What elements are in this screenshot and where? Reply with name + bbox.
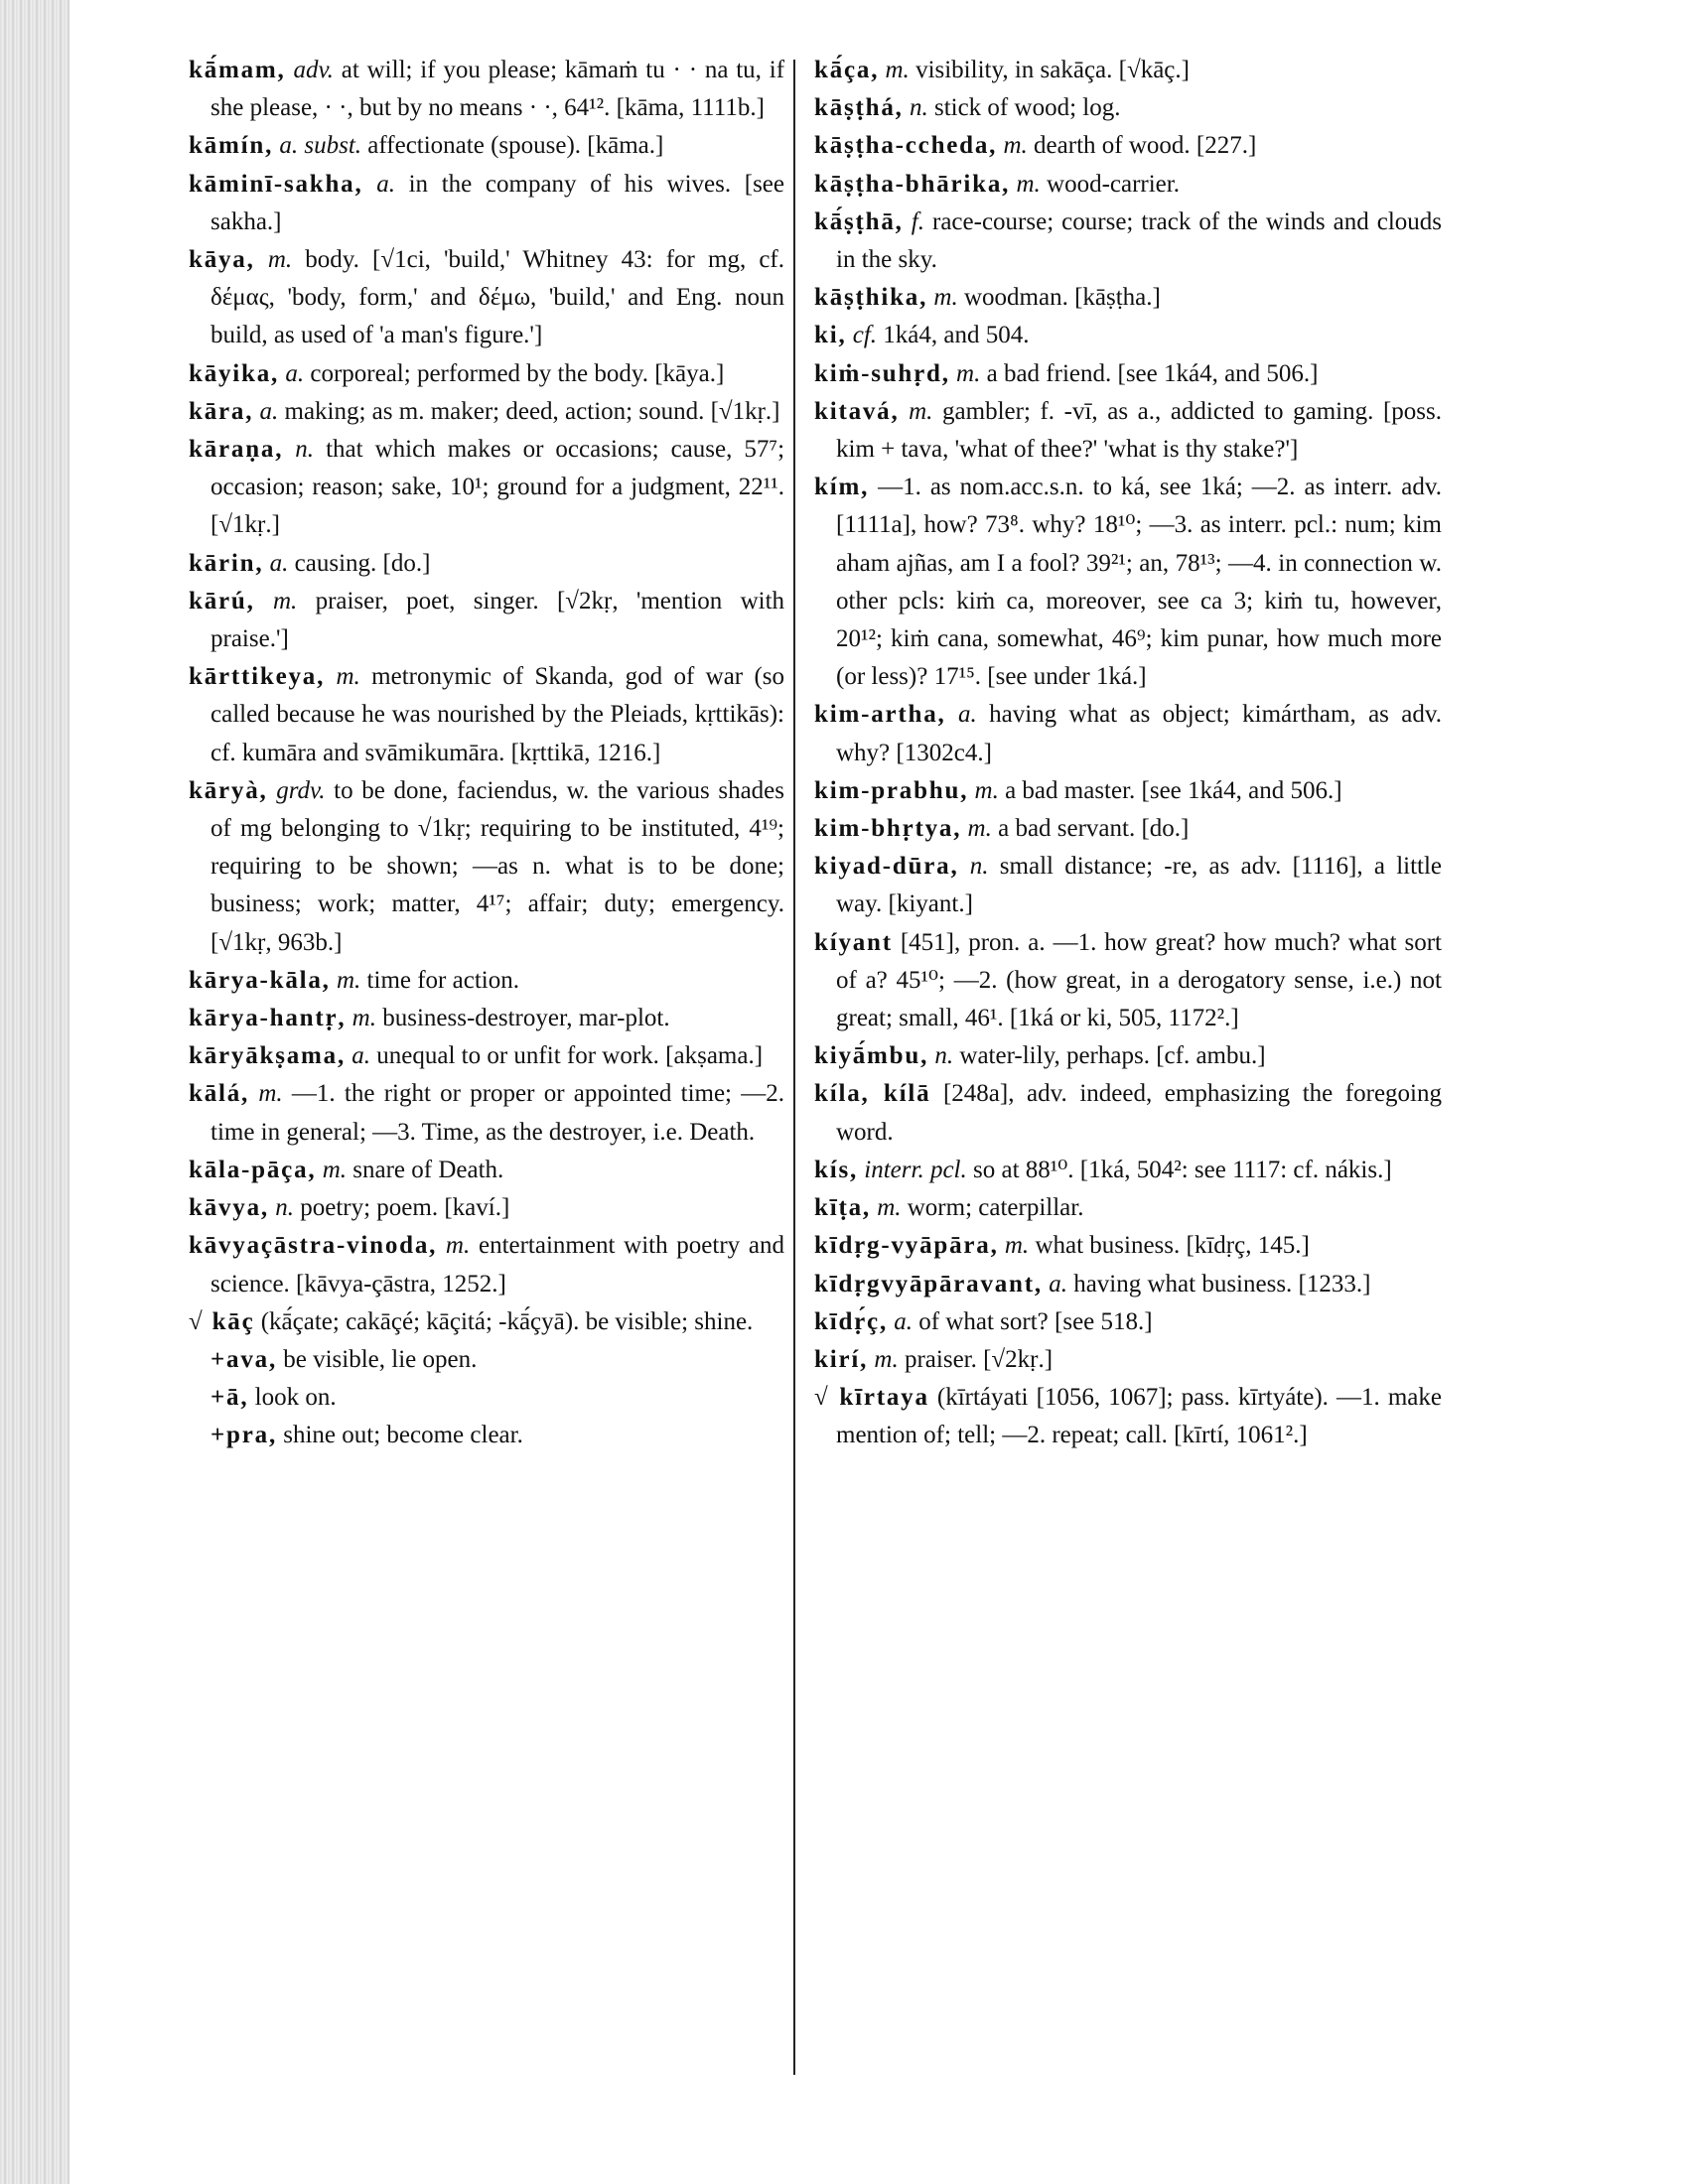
entry-definition: look on.: [254, 1384, 337, 1412]
entry-headword: kā́ṣṭhā,: [814, 207, 904, 235]
dictionary-entry: [814, 393, 1442, 469]
entry-definition: snare of Death.: [352, 1156, 504, 1183]
entry-grammar: n.: [909, 94, 928, 122]
entry-headword: kārttikeya,: [189, 663, 326, 691]
entry-headword: kīdṛgvyāpāravant,: [814, 1270, 1043, 1297]
entry-grammar: a. subst.: [279, 132, 362, 160]
dictionary-entry: [814, 924, 1442, 1038]
dictionary-entry: [814, 1037, 1442, 1075]
entry-headword: kiyad-dūra,: [814, 853, 959, 881]
entry-headword: kā́mam,: [189, 57, 286, 83]
entry-grammar: a.: [957, 701, 977, 729]
scan-edge-shading: [0, 0, 70, 2184]
dictionary-entry: [814, 1303, 1442, 1341]
dictionary-entry: [189, 1000, 784, 1037]
entry-headword: kālá,: [189, 1080, 250, 1108]
entry-grammar: m.: [1016, 170, 1041, 198]
dictionary-entry: [814, 848, 1442, 923]
entry-headword: kāṣṭha-ccheda,: [814, 132, 998, 160]
entry-grammar: a.: [1049, 1270, 1067, 1297]
entry-definition: small distance; -re, as adv. [1116], a little way. [kiyant.]: [836, 853, 1443, 918]
entry-definition: what business. [kīdṛç, 145.]: [1035, 1232, 1310, 1260]
entry-grammar: m.: [445, 1232, 471, 1260]
entry-headword: kārin,: [189, 549, 264, 577]
entry-definition: [248a], adv. indeed, emphasizing the foregoing word.: [836, 1080, 1443, 1146]
entry-definition: 1ká4, and 504.: [883, 322, 1030, 349]
dictionary-entry: [189, 1379, 784, 1417]
dictionary-entry: [814, 1227, 1442, 1265]
entry-definition: shine out; become clear.: [283, 1422, 523, 1449]
entry-definition: having what as object; kimártham, as adv. why? [1302c4.]: [836, 701, 1443, 766]
entry-definition: (kīrtáyati [1056, 1067]; pass. kīrtyáte). —1. make mention of; tell; —2. repeat; call. [kīrtí, 1061².]: [836, 1384, 1442, 1449]
dictionary-entry: [189, 772, 784, 962]
entry-headword: kāṣṭhika,: [814, 284, 928, 312]
entry-headword: kāyika,: [189, 359, 280, 387]
dictionary-page: [189, 52, 1442, 2156]
entry-definition: visibility, in sakāça. [√kāç.]: [915, 57, 1190, 83]
dictionary-entry: [189, 241, 784, 355]
entry-headword: kāmín,: [189, 132, 274, 160]
entry-grammar: m.: [258, 1080, 283, 1108]
dictionary-entry: [814, 89, 1442, 127]
entry-headword: kirí,: [814, 1345, 869, 1373]
entry-headword: kitavá,: [814, 397, 900, 425]
dictionary-entry: [189, 962, 784, 1000]
entry-definition: race-course; course; track of the winds and clouds in the sky.: [836, 207, 1443, 274]
dictionary-entry: [814, 1075, 1442, 1151]
entry-headword: kīdṛg-vyāpāra,: [814, 1232, 999, 1260]
entry-grammar: m.: [352, 1005, 376, 1032]
entry-definition: in the company of his wives. [see sakha.]: [211, 170, 784, 235]
dictionary-entry: [814, 204, 1442, 279]
entry-headword: kim-prabhu,: [814, 776, 969, 804]
entry-definition: praiser, poet, singer. [√2kṛ, 'mention with praise.']: [211, 587, 785, 653]
dictionary-entry: [814, 1189, 1442, 1227]
entry-grammar: a.: [269, 549, 289, 577]
entry-definition: gambler; f. -vī, as a., addicted to gaming. [poss. kim + tava, 'what of thee?' 'what is thy stake?']: [836, 397, 1443, 464]
entry-definition: (kā́çate; cakāçé; kāçitá; -kā́çyā). be visible; shine.: [260, 1307, 754, 1335]
entry-definition: entertainment with poetry and science. [kāvya-çāstra, 1252.]: [211, 1232, 785, 1297]
entry-definition: affectionate (spouse). [kāma.]: [367, 132, 664, 160]
entry-headword: kāṣṭhá,: [814, 94, 904, 122]
entry-definition: a bad friend. [see 1ká4, and 506.]: [986, 359, 1319, 387]
entry-grammar: a.: [894, 1307, 913, 1335]
entry-grammar: m.: [267, 246, 293, 274]
entry-definition: dearth of wood. [227.]: [1034, 132, 1257, 160]
entry-grammar: m.: [336, 663, 360, 691]
dictionary-entry: [814, 469, 1442, 696]
dictionary-entry: [189, 1189, 784, 1227]
entry-definition: of what sort? [see 518.]: [918, 1307, 1153, 1335]
entry-definition: so at 88¹⁰. [1ká, 504²: see 1117: cf. nákis.]: [973, 1156, 1392, 1183]
entry-headword: kīdṛ́ç,: [814, 1307, 888, 1335]
entry-grammar: m.: [956, 359, 981, 387]
dictionary-entry: [814, 279, 1442, 317]
dictionary-entry: [814, 52, 1442, 89]
entry-definition: praiser. [√2kṛ.]: [904, 1345, 1054, 1373]
entry-grammar: m.: [877, 1194, 902, 1222]
entry-headword: kārya-kāla,: [189, 966, 331, 994]
entry-definition: time for action.: [366, 966, 519, 994]
entry-definition: having what business. [1233.]: [1073, 1270, 1371, 1297]
entry-definition: a bad master. [see 1ká4, and 506.]: [1005, 776, 1342, 804]
dictionary-entry: [189, 1075, 784, 1151]
entry-definition: be visible, lie open.: [283, 1345, 478, 1373]
entry-grammar: f.: [911, 207, 924, 235]
entry-grammar: m.: [322, 1156, 347, 1183]
entry-grammar: a.: [376, 170, 395, 198]
dictionary-entry: [189, 583, 784, 658]
dictionary-entry: [814, 696, 1442, 771]
dictionary-entry: [189, 431, 784, 545]
entry-definition: water-lily, perhaps. [cf. ambu.]: [959, 1042, 1266, 1070]
entry-headword: kāra,: [189, 397, 254, 425]
entry-headword: +ava,: [211, 1345, 277, 1373]
right-column: [814, 52, 1442, 1455]
entry-headword: kím,: [814, 474, 870, 501]
dictionary-entry: [189, 1303, 784, 1341]
entry-headword: kim-artha,: [814, 701, 946, 729]
entry-definition: stick of wood; log.: [933, 94, 1121, 122]
entry-headword: kāraṇa,: [189, 436, 284, 464]
entry-definition: body. [√1ci, 'build,' Whitney 43: for mg, cf. δέμας, 'body, form,' and δέμω, 'build,' and Eng. noun build, as used of 'a man's figure.']: [211, 246, 785, 349]
entry-definition: a bad servant. [do.]: [998, 815, 1190, 843]
dictionary-entry: [814, 355, 1442, 393]
entry-headword: +ā,: [211, 1384, 249, 1412]
entry-grammar: m.: [885, 57, 910, 83]
entry-headword: kiyā́mbu,: [814, 1042, 929, 1070]
entry-headword: kārya-hantṛ,: [189, 1005, 347, 1032]
dictionary-entry: [189, 393, 784, 431]
entry-grammar: m.: [933, 284, 958, 312]
entry-grammar: m.: [1004, 1232, 1030, 1260]
entry-headword: kiṁ-suhṛd,: [814, 359, 950, 387]
dictionary-entry: [189, 658, 784, 772]
dictionary-entry: [189, 1152, 784, 1189]
entry-headword: ki,: [814, 322, 847, 349]
entry-headword: √ kīrtaya: [814, 1384, 929, 1412]
entry-headword: kāvyaçāstra-vinoda,: [189, 1232, 438, 1260]
left-column: [189, 52, 784, 1455]
entry-definition: metronymic of Skanda, god of war (so called because he was nourished by the Pleiads, kṛttikās): cf. kumāra and svāmikumāra. [kṛttikā, 1216.]: [211, 663, 785, 766]
dictionary-entry: [814, 810, 1442, 848]
entry-grammar: a.: [285, 359, 305, 387]
entry-grammar: a.: [352, 1042, 371, 1070]
entry-headword: kāya,: [189, 246, 255, 274]
dictionary-entry: [189, 1037, 784, 1075]
entry-headword: kāminī-sakha,: [189, 170, 363, 198]
entry-definition: corporeal; performed by the body. [kāya.]: [310, 359, 725, 387]
entry-grammar: m.: [1003, 132, 1028, 160]
dictionary-entry: [189, 1341, 784, 1379]
entry-headword: √ kāç: [189, 1307, 255, 1335]
entry-headword: kārú,: [189, 587, 255, 614]
entry-headword: kíyant: [814, 928, 893, 956]
entry-headword: kāryākṣama,: [189, 1042, 347, 1070]
entry-definition: causing. [do.]: [294, 549, 431, 577]
entry-definition: making; as m. maker; deed, action; sound. [√1kṛ.]: [284, 397, 780, 425]
entry-definition: wood-carrier.: [1047, 170, 1180, 198]
entry-grammar: n.: [275, 1194, 294, 1222]
entry-definition: —1. as nom.acc.s.n. to ká, see 1ká; —2. as interr. adv. [1111a], how? 73⁸. why? 18¹⁰; —3. as interr. pcl.: num; kim aham ajñas, am I a fool? 39²¹; an, 78¹³; —4. in connection w. other pcls: kiṁ ca, moreover, see ca 3; kiṁ tu, however, 20¹²; kiṁ cana, somewhat, 46⁹; kim punar, how much more (or less)? 17¹⁵. [see under 1ká.]: [836, 474, 1442, 691]
dictionary-entry: [814, 1341, 1442, 1379]
entry-grammar: adv.: [293, 57, 334, 83]
entry-definition: unequal to or unfit for work. [akṣama.]: [376, 1042, 764, 1070]
entry-grammar: n.: [295, 436, 315, 464]
entry-grammar: interr. pcl.: [864, 1156, 967, 1183]
entry-grammar: n.: [969, 853, 989, 881]
entry-headword: kís,: [814, 1156, 859, 1183]
entry-headword: kíla, kílā: [814, 1080, 931, 1108]
dictionary-entry: [189, 545, 784, 583]
dictionary-entry: [189, 52, 784, 127]
entry-grammar: m.: [272, 587, 298, 614]
entry-grammar: m.: [336, 966, 361, 994]
entry-grammar: cf.: [852, 322, 878, 349]
entry-grammar: m.: [909, 397, 933, 425]
entry-definition: that which makes or occasions; cause, 57⁷; occasion; reason; sake, 10¹; ground for a judgment, 22¹¹. [√1kṛ.]: [211, 436, 785, 539]
entry-headword: kāryà,: [189, 776, 268, 804]
dictionary-entry: [814, 1152, 1442, 1189]
entry-grammar: n.: [934, 1042, 954, 1070]
dictionary-entry: [814, 166, 1442, 204]
entry-headword: kīṭa,: [814, 1194, 871, 1222]
dictionary-entry: [189, 127, 784, 165]
entry-headword: kāṣṭha-bhārika,: [814, 170, 1011, 198]
entry-definition: woodman. [kāṣṭha.]: [963, 284, 1161, 312]
column-divider: [793, 60, 795, 2075]
dictionary-entry: [814, 127, 1442, 165]
entry-grammar: m.: [967, 815, 992, 843]
entry-definition: to be done, faciendus, w. the various shades of mg belonging to √1kṛ; requiring to be instituted, 4¹⁹; requiring to be shown; —as n. what is to be done; business; work; matter, 4¹⁷; affair; duty; emergency. [√1kṛ, 963b.]: [211, 776, 784, 956]
entry-definition: at will; if you please; kāmaṁ tu · · na tu, if she please, · ·, but by no means · ·, 64¹². [kāma, 1111b.]: [211, 57, 785, 122]
dictionary-entry: [814, 1379, 1442, 1454]
dictionary-entry: [189, 355, 784, 393]
entry-grammar: m.: [874, 1345, 899, 1373]
dictionary-entry: [189, 1417, 784, 1454]
dictionary-entry: [814, 1266, 1442, 1303]
entry-definition: [451], pron. a. —1. how great? how much? what sort of a? 45¹⁰; —2. (how great, in a derogatory sense, i.e.) not great; small, 46¹. [1ká or ki, 505, 1172².]: [836, 928, 1442, 1032]
entry-grammar: grdv.: [276, 776, 326, 804]
entry-headword: kāla-pāça,: [189, 1156, 317, 1183]
dictionary-entry: [814, 317, 1442, 354]
entry-definition: poetry; poem. [kaví.]: [300, 1194, 510, 1222]
dictionary-entry: [814, 772, 1442, 810]
entry-headword: +pra,: [211, 1422, 277, 1449]
dictionary-entry: [189, 166, 784, 241]
entry-headword: kim-bhṛtya,: [814, 815, 962, 843]
dictionary-entry: [189, 1227, 784, 1302]
entry-headword: kā́ça,: [814, 57, 880, 83]
entry-definition: —1. the right or proper or appointed time; —2. time in general; —3. Time, as the destroyer, i.e. Death.: [211, 1080, 785, 1146]
entry-grammar: a.: [259, 397, 279, 425]
entry-grammar: m.: [974, 776, 999, 804]
entry-definition: worm; caterpillar.: [907, 1194, 1084, 1222]
entry-definition: business-destroyer, mar-plot.: [382, 1005, 670, 1032]
entry-headword: kāvya,: [189, 1194, 269, 1222]
